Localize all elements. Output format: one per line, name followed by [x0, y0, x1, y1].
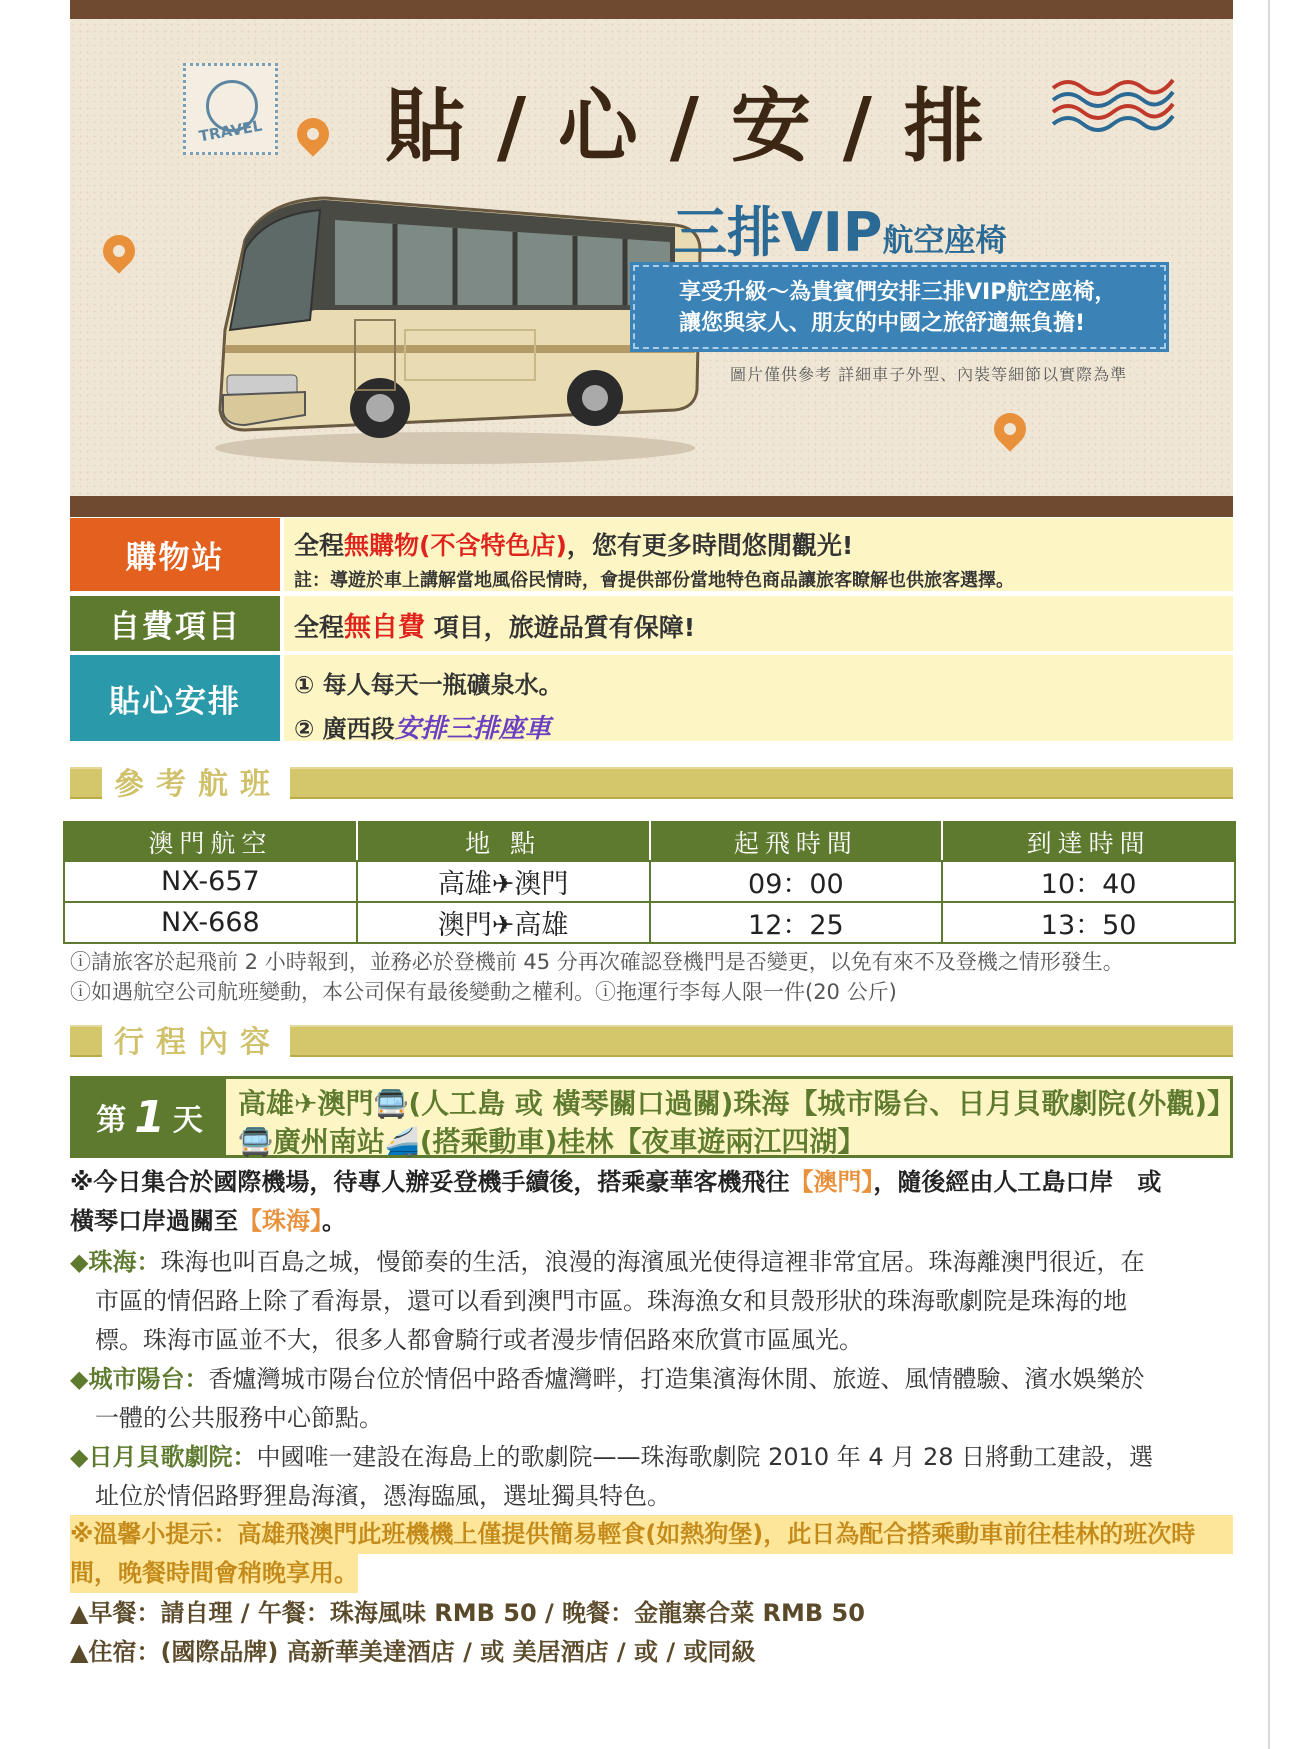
banner-title: 貼 / 心 / 安 / 排: [385, 79, 986, 173]
location-pin-icon: [290, 111, 335, 156]
flight-table: [63, 821, 1236, 944]
airmail-waves-icon: [1048, 68, 1178, 148]
day-1-header: [70, 1076, 1236, 1158]
optional-items-row: [70, 596, 1233, 651]
shopping-note: 註：導遊於車上講解當地風俗民情時，會提供部份當地特色商品讓旅客瞭解也供旅客選擇。: [294, 570, 1014, 591]
location-pin-icon: [96, 228, 141, 273]
shopping-row: [70, 518, 1233, 591]
optional-items-label: 自費項目: [70, 596, 280, 651]
upgrade-callout: 享受升級～為貴賓們安排三排VIP航空座椅， 讓您與家人、朋友的中國之旅舒適無負擔!: [633, 265, 1166, 349]
zhuhai-description: ◆珠海：珠海也叫百島之城，慢節奏的生活，浪漫的海濱風光使得這裡非常宜居。珠海離澳門很近，在 市區的情侶路上除了看海景，還可以看到澳門市區。珠海漁女和貝殼形狀的珠海歌劇院是珠海的地 標。珠海市區並不大，很多人都會騎行或者漫步情侶路來欣賞市區風光。: [70, 1248, 1145, 1354]
care-arrangements-row: [70, 655, 1233, 744]
optional-items-text: 全程無自費 項目，旅遊品質有保障!: [294, 612, 696, 643]
banner-bottom-border: [70, 496, 1233, 517]
table-row: NX-657 高雄✈澳門 09：00 10：40: [64, 861, 1235, 902]
shopping-text: 全程無購物(不含特色店)，您有更多時間悠閒觀光!: [294, 531, 854, 560]
care-item-seat: ② 廣西段安排三排座車: [294, 714, 551, 744]
hotel: ▲住宿：(國際品牌) 高新華美達酒店 / 或 美居酒店 / 或 / 或同級: [70, 1638, 756, 1666]
table-header-row: 澳門航空 地 點 起飛時間 到達時間: [64, 822, 1235, 861]
shopping-label: 購物站: [70, 518, 280, 591]
flights-section-header: 參考航班: [70, 767, 1233, 799]
travel-stamp-icon: TRAVEL: [183, 63, 278, 155]
image-disclaimer: 圖片僅供參考 詳細車子外型、內裝等細節以實際為準: [730, 365, 1128, 384]
location-pin-icon: [987, 406, 1032, 451]
flight-note-changes: ⓘ如遇航空公司航班變動，本公司保有最後變動之權利。ⓘ拖運行李每人限一件(20 公斤): [70, 980, 897, 1004]
day-route: 高雄✈澳門🚍(人工島 或 橫琴關口過關)珠海【城市陽台、日月貝歌劇院(外觀)】 🚍廣州南站🚄(搭乘動車)桂林【夜車遊兩江四湖】: [238, 1087, 1236, 1158]
itinerary-section-header: 行程內容: [70, 1025, 1233, 1057]
table-row: NX-668 澳門✈高雄 12：25 13：50: [64, 902, 1235, 943]
meals: ▲早餐：請自理 / 午餐：珠海風味 RMB 50 / 晚餐：金龍寨合菜 RMB 50: [70, 1599, 865, 1627]
care-arrangements-label: 貼心安排: [70, 655, 280, 741]
day-intro: ※今日集合於國際機場，待專人辦妥登機手續後，搭乘豪華客機飛往【澳門】，隨後經由人工島口岸 或 橫琴口岸過關至【珠海】。: [70, 1168, 1162, 1235]
vip-seat-heading: 三排VIP航空座椅: [673, 201, 1007, 264]
flight-note-checkin: ⓘ請旅客於起飛前 2 小時報到，並務必於登機前 45 分再次確認登機門是否變更，以免有來不及登機之情形發生。: [70, 950, 1124, 974]
city-balcony-description: ◆城市陽台：香爐灣城市陽台位於情侶中路香爐灣畔，打造集濱海休閒、旅遊、風情體驗、濱水娛樂於 一體的公共服務中心節點。: [70, 1365, 1145, 1432]
care-item-water: ① 每人每天一瓶礦泉水。: [294, 671, 563, 699]
warm-tip-cont: 間，晚餐時間會稍晚享用。: [70, 1554, 358, 1593]
banner-top-border: [70, 0, 1233, 19]
banner: [70, 0, 1233, 517]
day-label: 第 1 天: [73, 1079, 226, 1155]
warm-tip: ※溫馨小提示：高雄飛澳門此班機機上僅提供簡易輕食(如熱狗堡)，此日為配合搭乘動車前往桂林的班次時: [70, 1515, 1233, 1554]
opera-house-description: ◆日月貝歌劇院：中國唯一建設在海島上的歌劇院——珠海歌劇院 2010 年 4 月 28 日將動工建設，選 址位於情侶路野狸島海濱，憑海臨風，選址獨具特色。: [70, 1443, 1154, 1510]
page-edge: [1268, 0, 1270, 1749]
